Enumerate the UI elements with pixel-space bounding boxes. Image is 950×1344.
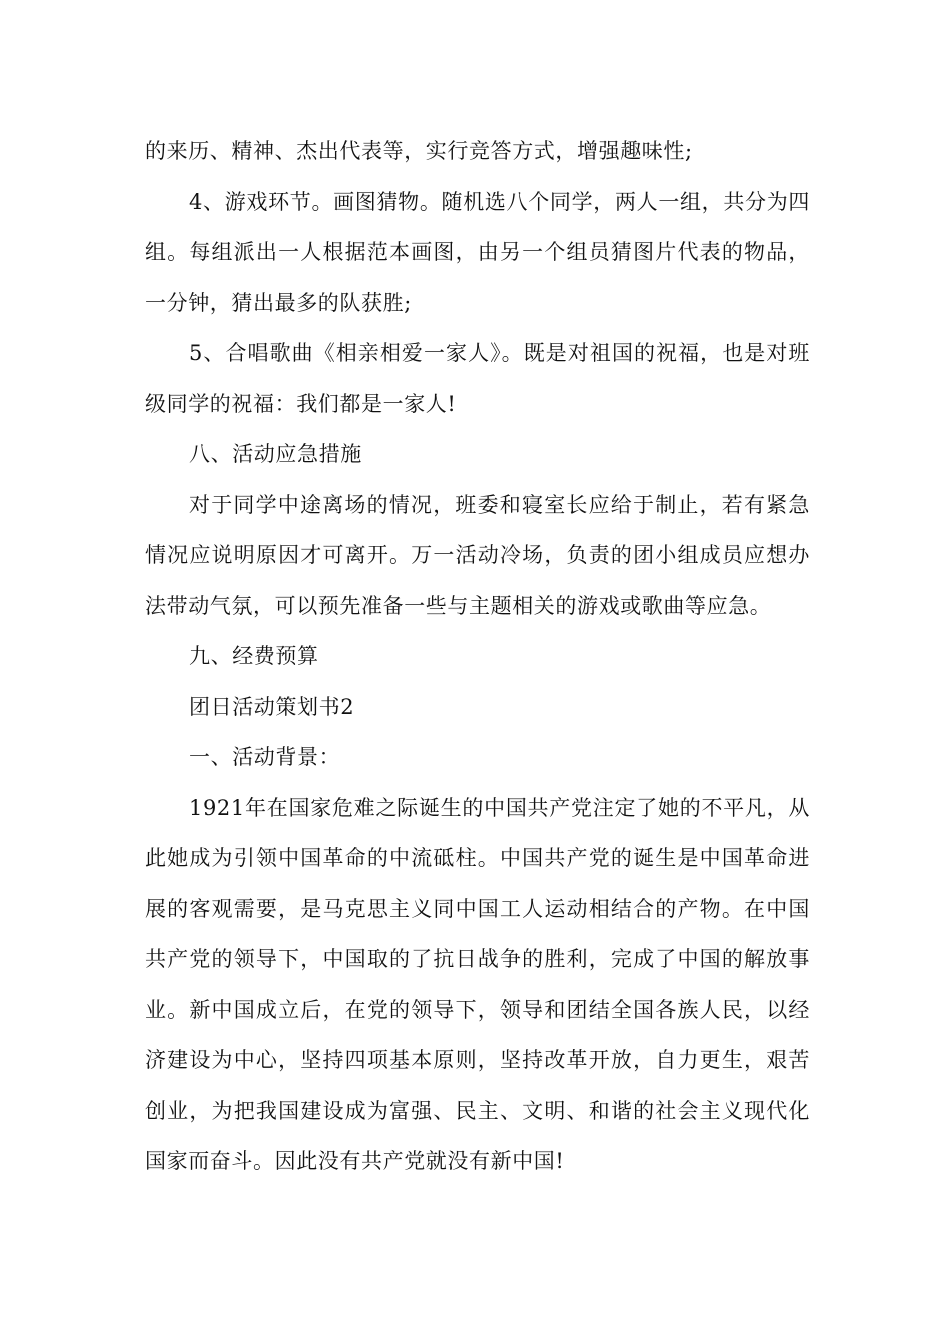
paragraph-emergency-measures: 对于同学中途离场的情况，班委和寝室长应给于制止，若有紧急情况应说明原因才可离开。万一活动冷场，负责的团小组成员应想办法带动气氛，可以预先准备一些与主题相关的游戏或歌曲等应急。 bbox=[145, 492, 810, 618]
document-body bbox=[145, 126, 810, 1187]
paragraph-continuation: 的来历、精神、杰出代表等，实行竞答方式，增强趣味性; bbox=[145, 139, 693, 163]
heading-budget: 九、经费预算 bbox=[189, 644, 319, 668]
paragraph-game-section: 4、游戏环节。画图猜物。随机选八个同学，两人一组，共分为四组。每组派出一人根据范本画图，由另一个组员猜图片代表的物品，一分钟，猜出最多的队获胜; bbox=[145, 189, 810, 315]
heading-plan-2: 团日活动策划书2 bbox=[189, 694, 355, 719]
heading-emergency-measures: 八、活动应急措施 bbox=[189, 442, 362, 466]
paragraph-chorus-section: 5、合唱歌曲《相亲相爱一家人》。既是对祖国的祝福，也是对班级同学的祝福：我们都是一家人! bbox=[145, 341, 810, 416]
paragraph-background: 1921年在国家危难之际诞生的中国共产党注定了她的不平凡，从此她成为引领中国革命的中流砥柱。中国共产党的诞生是中国革命进展的客观需要，是马克思主义同中国工人运动相结合的产物。在中国共产党的领导下，中国取的了抗日战争的胜利，完成了中国的解放事业。新中国成立后，在党的领导下，领导和团结全国各族人民，以经济建设为中心，坚持四项基本原则，坚持改革开放，自力更生，艰苦创业，为把我国建设成为富强、民主、文明、和谐的社会主义现代化国家而奋斗。因此没有共产党就没有新中国! bbox=[145, 795, 810, 1173]
heading-background: 一、活动背景： bbox=[189, 745, 341, 769]
